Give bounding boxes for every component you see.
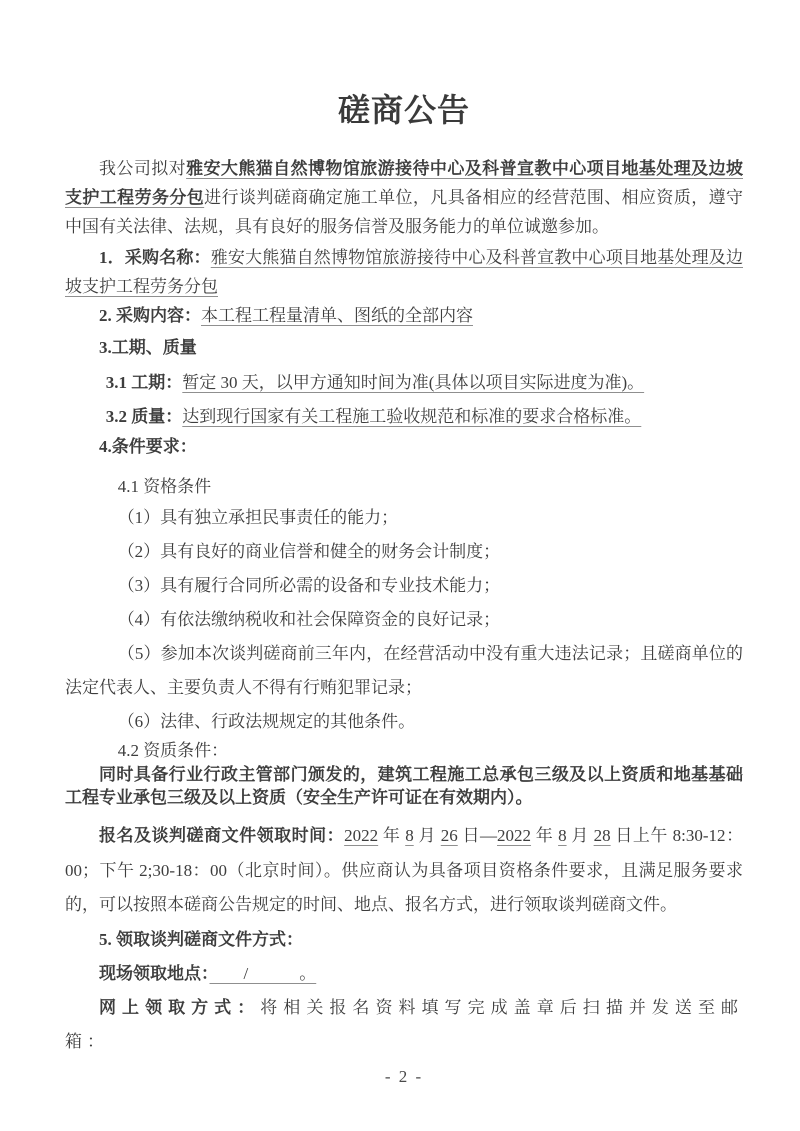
- condition-item-4: （4）有依法缴纳税收和社会保障资金的良好记录；: [117, 610, 501, 629]
- registration-month-2: 8: [558, 826, 567, 845]
- registration-rest: 日上午 8:30-12：00；下午 2;30-18：00（北京时间）。供应商认为具备项目资格条件要求，且满足服务要求的，可以按照本磋商公告规定的时间、地点、报名方式，进行领取谈判磋商文件。: [65, 826, 744, 914]
- registration-month-1: 8: [405, 826, 414, 845]
- procurement-name-value: 雅安大熊猫自然博物馆旅游接待中心及科普宣教中心项目地基处理及边坡支护工程劳务分包: [65, 248, 744, 296]
- page-title: 磋商公告: [337, 92, 470, 128]
- quality-label: 3.2 质量：: [105, 407, 183, 426]
- section-5-heading: 5. 领取谈判磋商文件方式：: [99, 929, 303, 949]
- intro-paragraph: [65, 154, 743, 241]
- registration-sep-4: 年: [531, 826, 559, 845]
- onsite-pickup-label: 现场领取地点：: [99, 963, 210, 983]
- online-pickup-label: 网上领取方式：: [99, 997, 261, 1017]
- registration-paragraph: [65, 819, 743, 923]
- registration-sep-2: 月: [413, 826, 441, 845]
- condition-item-6: （6）法律、行政法规规定的其他条件。: [117, 712, 416, 731]
- procurement-name-item: [65, 243, 743, 301]
- registration-sep-1: 年: [378, 826, 406, 845]
- intro-prefix: 我公司拟对: [99, 159, 187, 178]
- credential-paragraph: 同时具备行业行政主管部门颁发的，建筑工程施工总承包三级及以上资质和地基基础工程专业承包三级及以上资质（安全生产许可证在有效期内）。: [65, 765, 743, 807]
- intro-suffix: 进行谈判磋商确定施工单位，凡具备相应的经营范围、相应资质，遵守中国有关法律、法规，具有良好的服务信誉及服务能力的单位诚邀参加。: [65, 188, 744, 236]
- registration-year-2: 2022: [497, 826, 532, 845]
- online-pickup-line: [65, 991, 743, 1059]
- credential-heading: 4.2 资质条件：: [117, 741, 229, 760]
- section-3-heading: 3.工期、质量: [99, 338, 197, 357]
- section-4-heading: 4.条件要求：: [99, 437, 197, 456]
- procurement-content-label: 2. 采购内容：: [99, 306, 201, 325]
- condition-item-3: （3）具有履行合同所必需的设备和专业技术能力；: [117, 576, 501, 595]
- duration-item: [65, 369, 743, 397]
- project-name-bold: 雅安大熊猫自然博物馆旅游接待中心及科普宣教中心项目地基处理及边坡支护工程劳务分包: [65, 159, 744, 207]
- registration-sep-5: 月: [566, 826, 594, 845]
- registration-sep-3: 日—: [457, 826, 498, 845]
- condition-item-1: （1）具有独立承担民事责任的能力；: [117, 508, 399, 527]
- online-pickup-text: 将相关报名资料填写完成盖章后扫描并发送至邮箱：: [65, 997, 744, 1051]
- condition-item-2: （2）具有良好的商业信誉和健全的财务会计制度；: [117, 542, 501, 561]
- procurement-name-label: 1．采购名称：: [99, 248, 211, 267]
- registration-day-1: 26: [440, 826, 458, 845]
- duration-label: 3.1 工期：: [105, 373, 183, 392]
- procurement-content-item: [65, 301, 743, 330]
- registration-day-2: 28: [593, 826, 611, 845]
- quality-value: 达到现行国家有关工程施工验收规范和标准的要求合格标准。: [182, 407, 642, 426]
- qualification-heading: 4.1 资格条件: [117, 477, 212, 496]
- procurement-content-value: 本工程工程量清单、图纸的全部内容: [201, 306, 473, 325]
- page-number: - 2 -: [384, 1066, 424, 1086]
- duration-value: 暂定 30 天，以甲方通知时间为准(具体以项目实际进度为准)。: [182, 373, 645, 392]
- onsite-pickup-line: [65, 957, 743, 991]
- registration-year-1: 2022: [344, 826, 379, 845]
- onsite-pickup-blank: / 。: [209, 963, 317, 983]
- condition-item-5: （5）参加本次谈判磋商前三年内，在经营活动中没有重大违法记录；且磋商单位的法定代表人、主要负责人不得有行贿犯罪记录；: [65, 644, 743, 697]
- registration-label: 报名及谈判磋商文件领取时间：: [99, 826, 345, 845]
- quality-item: [65, 403, 743, 431]
